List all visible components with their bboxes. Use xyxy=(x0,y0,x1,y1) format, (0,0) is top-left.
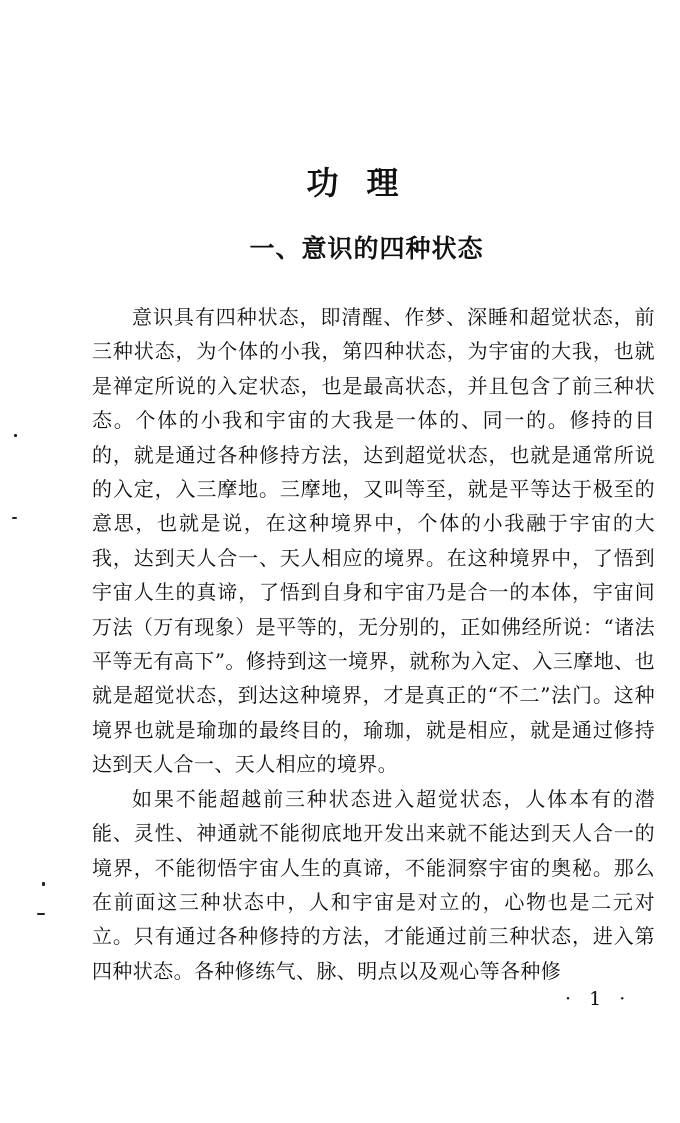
chapter-title: 功理 xyxy=(306,164,427,202)
paragraph: 意识具有四种状态，即清醒、作梦、深睡和超觉状态，前三种状态，为个体的小我，第四种状态，为宇宙的大我，也就是禅定所说的入定状态，也是最高状态，并且包含了前三种状态。个体的小我和宇宙的大我是一体的、同一的。修持的目的，就是通过各种修持方法，达到超觉状态，也就是通常所说的入定，入三摩地。三摩地，又叫等至，就是平等达于极至的意思，也就是说，在这种境界中，个体的小我融于宇宙的大我，达到天人合一、天人相应的境界。在这种境界中，了悟到宇宙人生的真谛，了悟到自身和宇宙乃是合一的本体，宇宙间万法（万有现象）是平等的，无分别的，正如佛经所说：“诸法平等无有高下”。修持到这一境界，就称为入定、入三摩地、也就是超觉状态，到达这种境界，才是真正的“不二”法门。这种境界也就是瑜珈的最终目的，瑜珈，就是相应，就是通过修持达到天人合一、天人相应的境界。 xyxy=(92,305,655,777)
scan-speck xyxy=(42,882,45,886)
scan-speck xyxy=(12,517,17,519)
section-title: 一、意识的四种状态 xyxy=(249,234,484,263)
body-text xyxy=(92,300,655,988)
page-number: · 1 · xyxy=(565,988,632,1010)
scan-speck xyxy=(37,913,45,915)
paragraph: 如果不能超越前三种状态进入超觉状态，人体本有的潜能、灵性、神通就不能彻底地开发出来就不能达到天人合一的境界，不能彻悟宇宙人生的真谛，不能洞察宇宙的奥秘。那么在前面这三种状态中，人和宇宙是对立的，心物也是二元对立。只有通过各种修持的方法，才能通过前三种状态，进入第四种状态。各种修练气、脉、明点以及观心等各种修 xyxy=(92,786,655,983)
scan-speck xyxy=(14,434,17,437)
